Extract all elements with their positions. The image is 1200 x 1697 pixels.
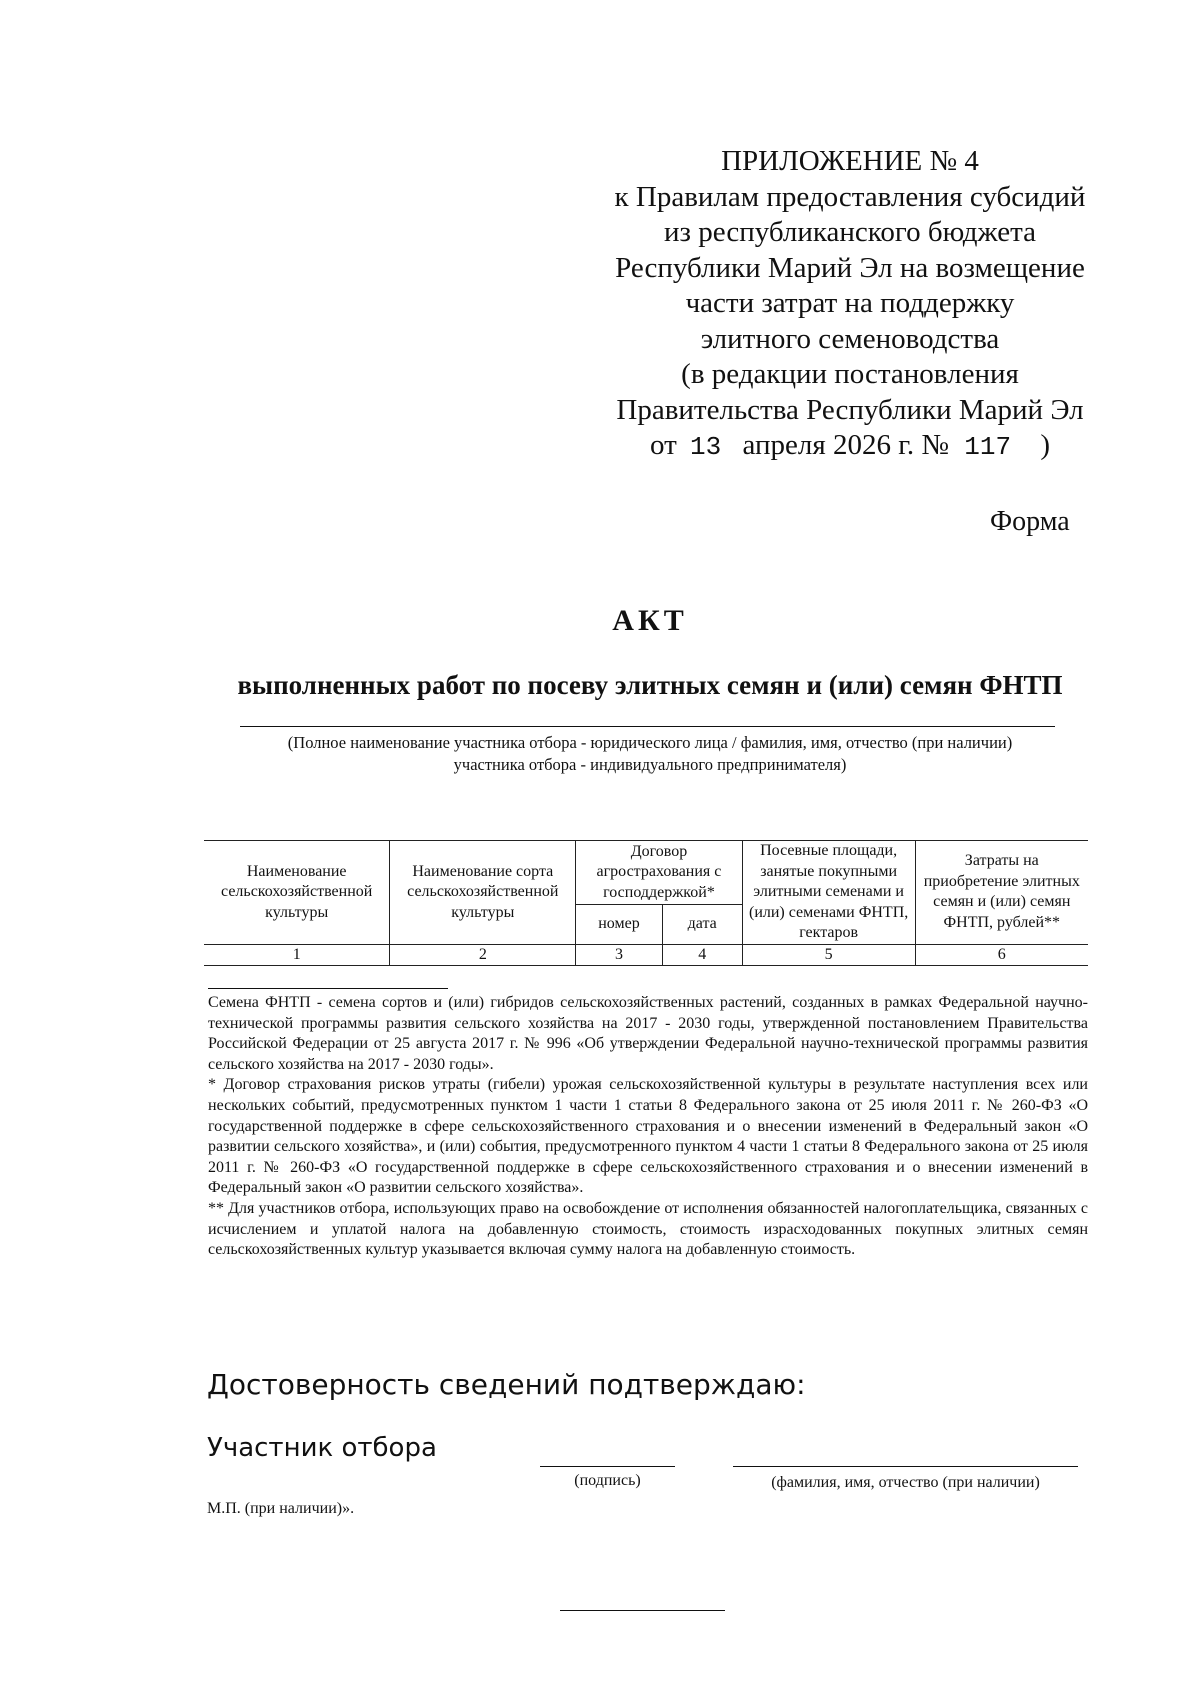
act-table [204,840,1088,966]
participant-caption-line: участника отбора - индивидуального предпринимателя) [453,755,847,774]
footnotes [208,993,1088,1261]
appendix-line: элитного семеноводства [700,322,1000,355]
header-costs: Затраты на приобретение элитных семян и (или) семян ФНТП, рублей** [915,841,1088,945]
column-number: 5 [742,944,915,966]
signature-line [540,1466,675,1467]
column-number: 2 [390,944,576,966]
table-row [204,944,1088,966]
header-contract-date: дата [662,904,742,944]
footnote-fntp: Семена ФНТП - семена сортов и (или) гибридов сельскохозяйственных растений, созданных в рамках Федеральной научно-технической программы развития сельского хозяйства на 2017 - 2030 годы, утвержденной постановлением Правительства Российской Федерации от 25 августа 2017 г. № 996 «Об утверждении Федеральной научно-технической программы развития сельского хозяйства на 2017 - 2030 годы». [208,994,1088,1073]
appendix-line: (в редакции постановления [681,358,1019,390]
appendix-line: части затрат на поддержку [685,287,1015,319]
close-paren: ) [1040,429,1050,461]
act-title: АКТ [612,604,688,637]
stamp-label: М.П. (при наличии)». [207,1500,355,1517]
participant-caption-line: (Полное наименование участника отбора - юридического лица / фамилия, имя, отчество (при наличии) [287,733,1013,752]
date-day: 13 [690,432,722,462]
appendix-line: Правительства Республики Марий Эл [616,393,1084,426]
date-prefix: от [650,429,677,461]
column-number: 6 [915,944,1088,966]
signature-caption: (подпись) [574,1472,641,1489]
appendix-line: из республиканского бюджета [664,216,1036,248]
appendix-line: Республики Марий Эл на возмещение [615,251,1085,284]
act-subtitle: выполненных работ по посеву элитных семян и (или) семян ФНТП [237,670,1063,700]
header-insurance-contract: Договор агрострахования с господдержкой* [576,841,742,905]
confirmation-text: Достоверность сведений подтверждаю: [207,1368,806,1401]
header-culture: Наименование сельскохозяйственной культуры [204,841,390,945]
bottom-divider [560,1610,725,1611]
participant-label: Участник отбора [207,1433,437,1463]
full-name-line [733,1466,1078,1467]
resolution-date-line [600,428,1100,466]
participant-name-line [240,726,1055,727]
column-number: 3 [576,944,662,966]
footnote-insurance: * Договор страхования рисков утраты (гибели) урожая сельскохозяйственной культуры в результате наступления всех или нескольких событий, предусмотренных пунктом 1 части 1 статьи 8 Федерального закона от 25 июля 2011 г. № 260-ФЗ «О государственной поддержке в сфере сельскохозяйственного страхования и о внесении изменений в Федеральный закон «О развитии сельского хозяйства», и (или) события, предусмотренного пунктом 4 части 1 статьи 8 Федерального закона от 25 июля 2011 г. № 260-ФЗ «О государственной поддержке в сфере сельскохозяйственного страхования и о внесении изменений в Федеральный закон «О развитии сельского хозяйства». [208,1076,1088,1197]
date-month-year: апреля 2026 г. № [742,429,949,461]
form-label: Форма [990,506,1070,537]
appendix-line: ПРИЛОЖЕНИЕ № 4 [721,145,979,177]
column-number: 1 [204,944,390,966]
appendix-line: к Правилам предоставления субсидий [614,180,1086,213]
participant-caption [235,732,1065,776]
full-name-caption: (фамилия, имя, отчество (при наличии) [771,1474,1040,1491]
resolution-number: 117 [964,432,1012,462]
column-number: 4 [662,944,742,966]
header-variety: Наименование сорта сельскохозяйственной культуры [390,841,576,945]
footnote-vat: ** Для участников отбора, использующих право на освобождение от исполнения обязанностей налогоплательщика, связанных с исчислением и уплатой налога на добавленную стоимость, стоимость израсходованных покупных элитных семян сельскохозяйственных культур указывается включая сумму налога на добавленную стоимость. [208,1199,1088,1259]
footnote-separator [208,988,448,989]
header-contract-number: номер [576,904,662,944]
header-sown-area: Посевные площади, занятые покупными элитными семенами и (или) семенами ФНТП, гектаров [742,841,915,945]
appendix-header [600,144,1100,466]
